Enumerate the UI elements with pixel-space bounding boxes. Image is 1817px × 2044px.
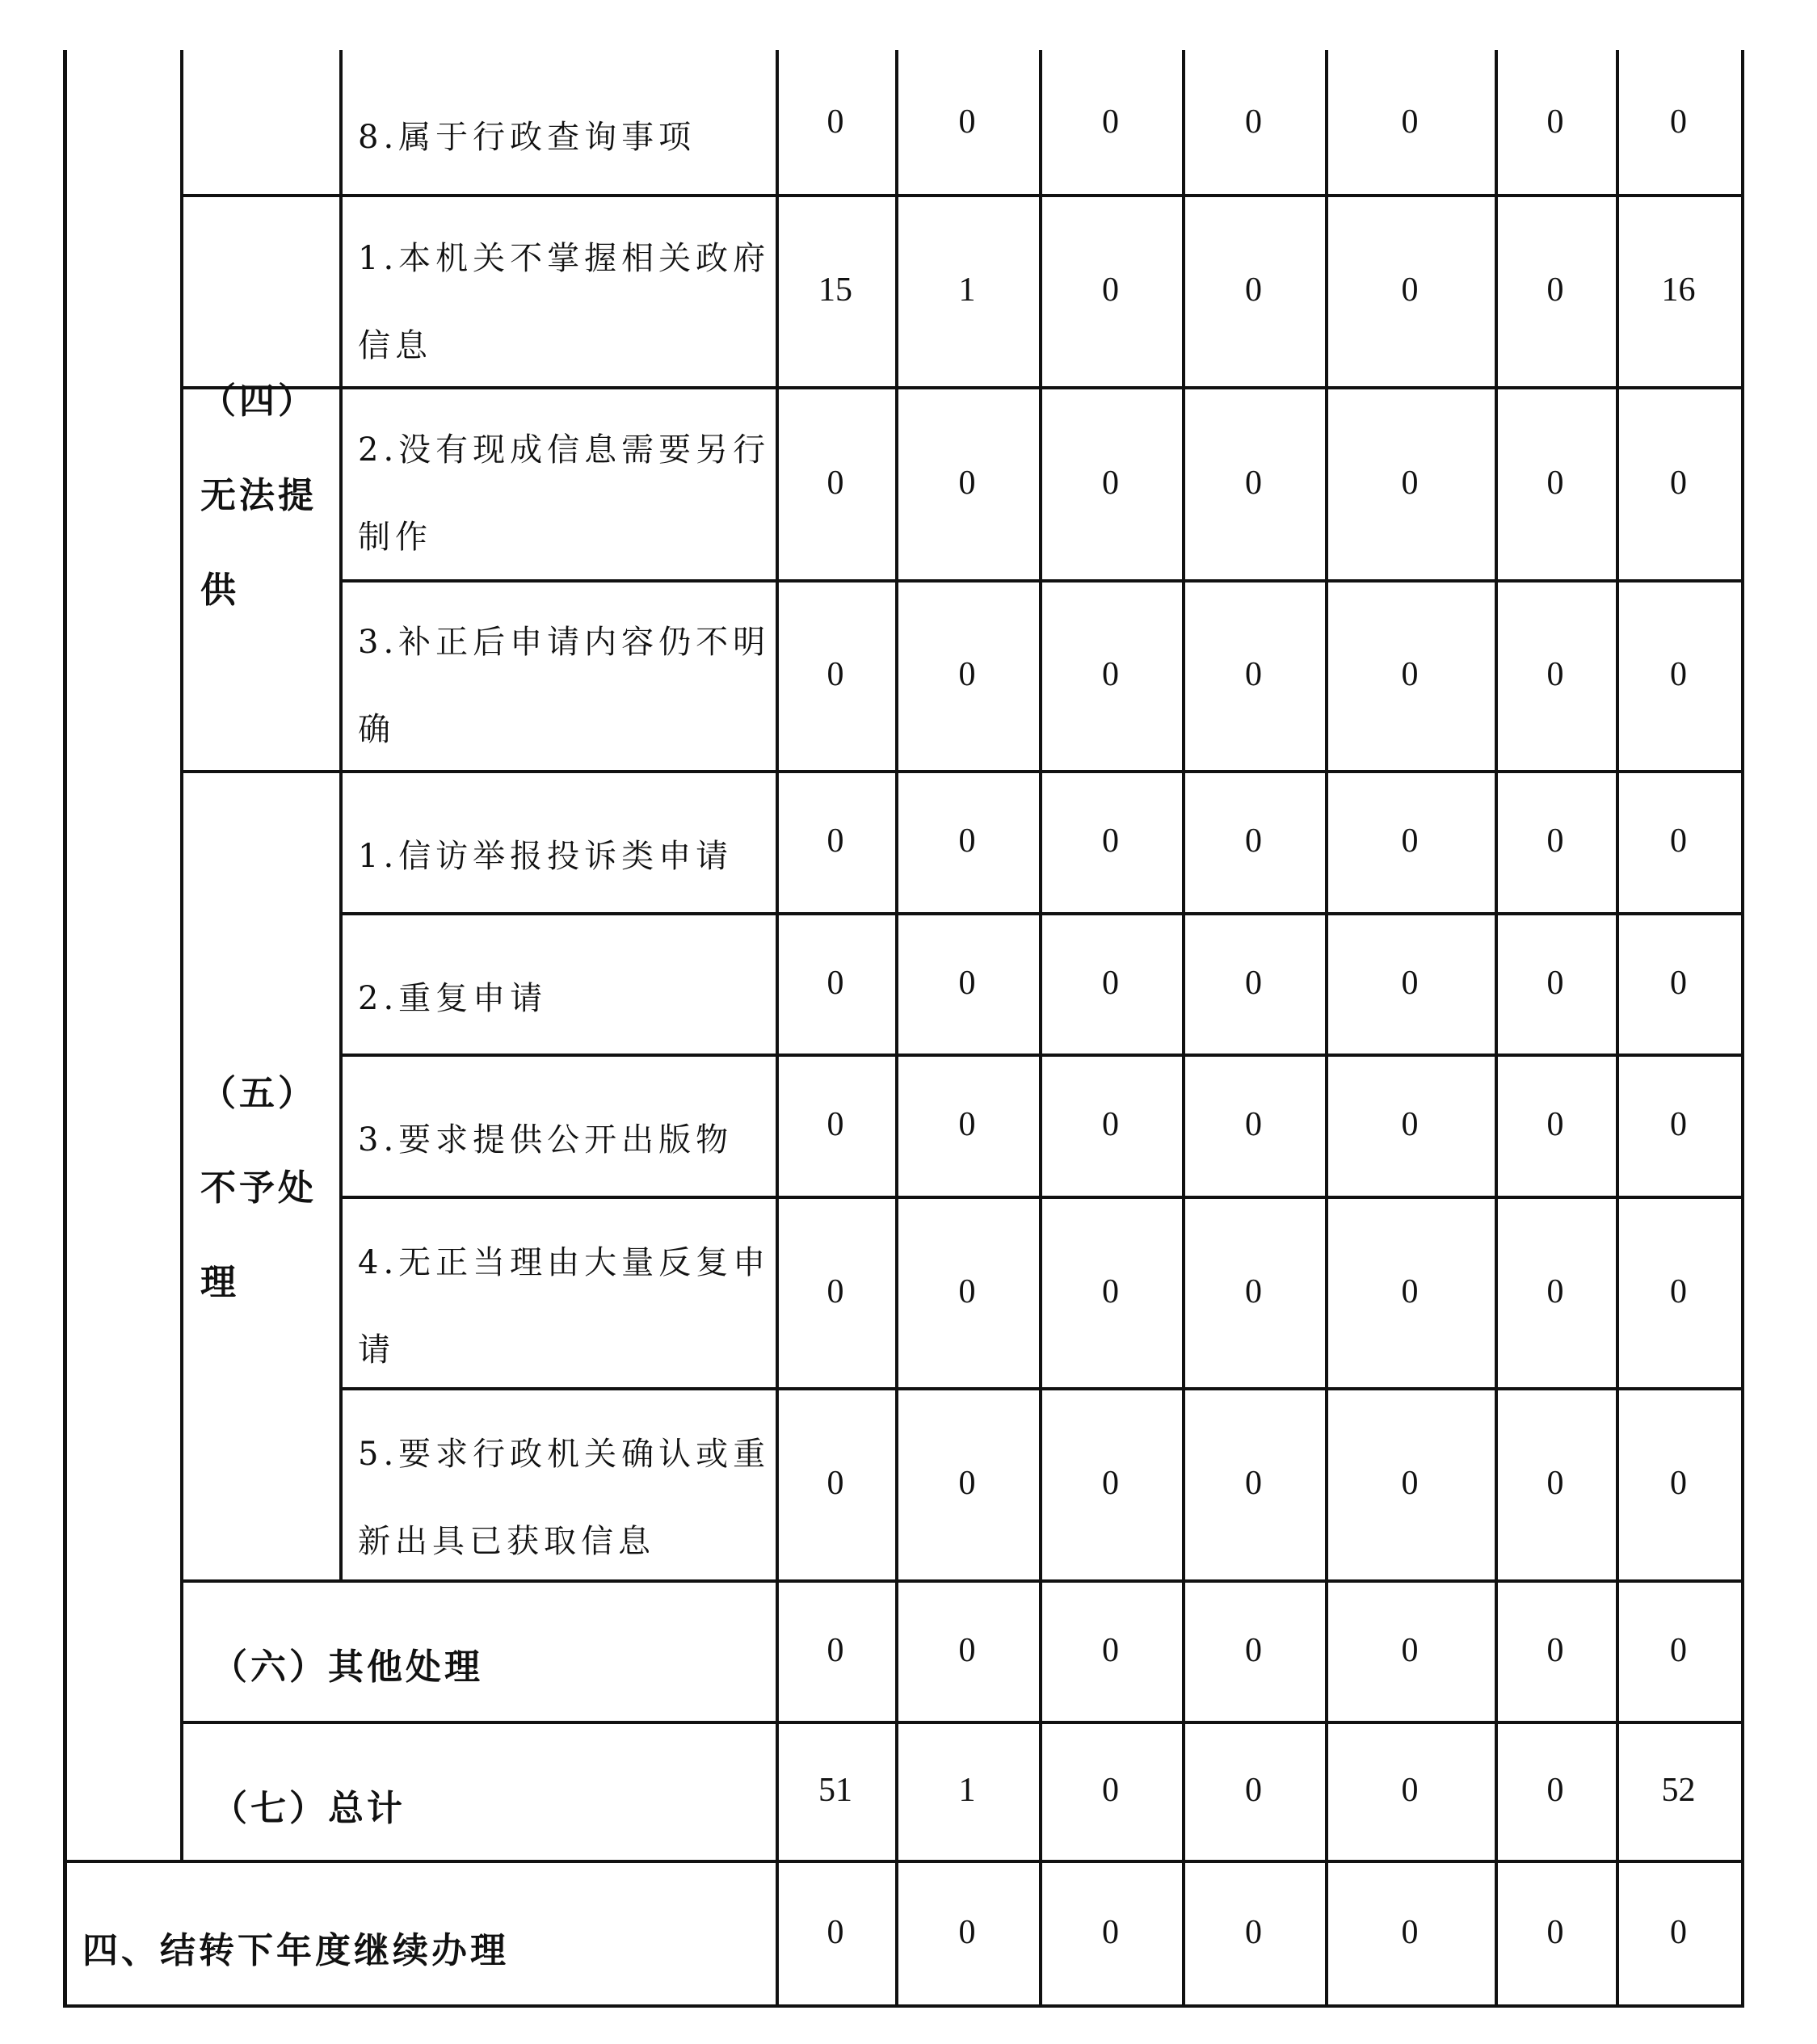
value-cell: 0: [1245, 1913, 1262, 1951]
value-cell: 52: [1661, 1772, 1696, 1809]
group-5-item-1: 1.信访举报投诉类申请: [358, 838, 734, 875]
value-cell: 0: [958, 822, 976, 860]
value-cell: 0: [1245, 464, 1262, 502]
grid-hline: [63, 2004, 1744, 2008]
value-cell: 0: [1245, 656, 1262, 693]
value-cell: 0: [826, 822, 844, 860]
group-4-item-3: 3.补正后申请内容仍不明 确: [358, 624, 771, 748]
group-5-item-3: 3.要求提供公开出版物: [358, 1121, 734, 1159]
value-cell: 0: [1401, 656, 1419, 693]
value-cell: 0: [1546, 1465, 1564, 1502]
group-5-item-2: 2.重复申请: [358, 980, 548, 1017]
grid-vline: [339, 50, 343, 1579]
grid-hline: [339, 579, 1744, 582]
value-cell: 0: [1401, 1272, 1419, 1310]
grid-hline: [180, 386, 1744, 389]
value-cell: 0: [1546, 1913, 1564, 1951]
value-cell: 0: [958, 1913, 976, 1951]
value-cell: 1: [958, 1772, 976, 1809]
grid-vline: [776, 50, 779, 2008]
value-cell: 0: [1546, 656, 1564, 693]
value-cell: 0: [1401, 1465, 1419, 1502]
grid-vline: [1182, 50, 1185, 2008]
value-cell: 0: [1245, 271, 1262, 309]
value-cell: 0: [1245, 964, 1262, 1002]
value-cell: 0: [1102, 103, 1119, 141]
value-cell: 0: [1401, 1913, 1419, 1951]
value-cell: 0: [1245, 1272, 1262, 1310]
value-cell: 0: [1670, 1106, 1687, 1143]
grid-vline: [1741, 50, 1744, 2008]
grid-vline: [63, 50, 67, 2008]
value-cell: 0: [1401, 1631, 1419, 1669]
value-cell: 0: [1102, 1772, 1119, 1809]
value-cell: 0: [1670, 103, 1687, 141]
group-4-item-2: 2.没有现成信息需要另行 制作: [358, 431, 771, 556]
group-4-item-1: 1.本机关不掌握相关政府 信息: [358, 240, 771, 364]
value-cell: 0: [1401, 464, 1419, 502]
value-cell: 0: [1401, 822, 1419, 860]
value-cell: 0: [958, 464, 976, 502]
value-cell: 51: [818, 1772, 852, 1809]
grid-hline: [180, 1579, 1744, 1583]
value-cell: 15: [818, 271, 852, 309]
value-cell: 0: [1670, 656, 1687, 693]
value-cell: 0: [958, 1465, 976, 1502]
value-cell: 0: [1401, 271, 1419, 309]
value-cell: 0: [1546, 1272, 1564, 1310]
value-cell: 0: [1546, 103, 1564, 141]
group-5-label: （五） 不予处 理: [200, 1073, 317, 1303]
value-cell: 0: [1102, 1465, 1119, 1502]
value-cell: 0: [958, 1106, 976, 1143]
value-cell: 0: [1546, 1106, 1564, 1143]
grid-vline: [895, 50, 898, 2008]
value-cell: 0: [1401, 103, 1419, 141]
value-cell: 0: [1245, 1772, 1262, 1809]
group-5-item-5: 5.要求行政机关确认或重 新出具已获取信息: [358, 1436, 771, 1560]
value-cell: 0: [826, 1631, 844, 1669]
grid-vline: [1616, 50, 1619, 2008]
value-cell: 0: [958, 1631, 976, 1669]
value-cell: 0: [1102, 1106, 1119, 1143]
value-cell: 0: [1245, 1106, 1262, 1143]
group-7-label: （七）总计: [212, 1788, 406, 1829]
grid-hline: [339, 912, 1744, 915]
value-cell: 0: [1102, 1272, 1119, 1310]
value-cell: 0: [1670, 1272, 1687, 1310]
value-cell: 0: [1102, 1913, 1119, 1951]
value-cell: 0: [1546, 464, 1564, 502]
value-cell: 0: [1102, 1631, 1119, 1669]
value-cell: 0: [1245, 1631, 1262, 1669]
value-cell: 0: [1670, 1631, 1687, 1669]
grid-vline: [180, 50, 183, 1860]
value-cell: 0: [1670, 464, 1687, 502]
row-label-8: 8.属于行政查询事项: [358, 119, 696, 156]
value-cell: 0: [1546, 964, 1564, 1002]
value-cell: 0: [1245, 103, 1262, 141]
value-cell: 0: [1102, 656, 1119, 693]
value-cell: 0: [1546, 822, 1564, 860]
grid-vline: [1325, 50, 1328, 2008]
value-cell: 0: [1401, 964, 1419, 1002]
value-cell: 0: [1102, 271, 1119, 309]
value-cell: 0: [1546, 271, 1564, 309]
value-cell: 0: [826, 1913, 844, 1951]
value-cell: 0: [1401, 1106, 1419, 1143]
value-cell: 0: [1245, 1465, 1262, 1502]
value-cell: 0: [1670, 822, 1687, 860]
value-cell: 0: [958, 103, 976, 141]
value-cell: 0: [1245, 822, 1262, 860]
value-cell: 0: [826, 656, 844, 693]
value-cell: 16: [1661, 271, 1696, 309]
value-cell: 0: [1401, 1772, 1419, 1809]
value-cell: 0: [826, 1106, 844, 1143]
grid-vline: [1495, 50, 1498, 2008]
grid-hline: [180, 770, 1744, 773]
value-cell: 0: [1670, 964, 1687, 1002]
value-cell: 0: [1670, 1465, 1687, 1502]
grid-hline: [339, 1387, 1744, 1390]
grid-hline: [180, 194, 1744, 197]
value-cell: 0: [826, 103, 844, 141]
value-cell: 0: [958, 656, 976, 693]
value-cell: 0: [1546, 1772, 1564, 1809]
value-cell: 1: [958, 271, 976, 309]
group-6-label: （六）其他处理: [212, 1647, 483, 1688]
value-cell: 0: [826, 464, 844, 502]
value-cell: 0: [1670, 1913, 1687, 1951]
group-5-item-4: 4.无正当理由大量反复申 请: [358, 1244, 771, 1369]
section-4-label: 四、结转下年度继续办理: [82, 1930, 509, 1971]
value-cell: 0: [1102, 822, 1119, 860]
grid-hline: [180, 1721, 1744, 1724]
value-cell: 0: [1546, 1631, 1564, 1669]
value-cell: 0: [1102, 464, 1119, 502]
grid-hline: [63, 1860, 1744, 1863]
grid-hline: [339, 1196, 1744, 1199]
value-cell: 0: [826, 1272, 844, 1310]
value-cell: 0: [826, 1465, 844, 1502]
value-cell: 0: [1102, 964, 1119, 1002]
grid-vline: [1039, 50, 1042, 2008]
group-4-label: （四） 无法提 供: [200, 381, 317, 611]
value-cell: 0: [958, 964, 976, 1002]
grid-hline: [339, 1054, 1744, 1057]
value-cell: 0: [958, 1272, 976, 1310]
value-cell: 0: [826, 964, 844, 1002]
